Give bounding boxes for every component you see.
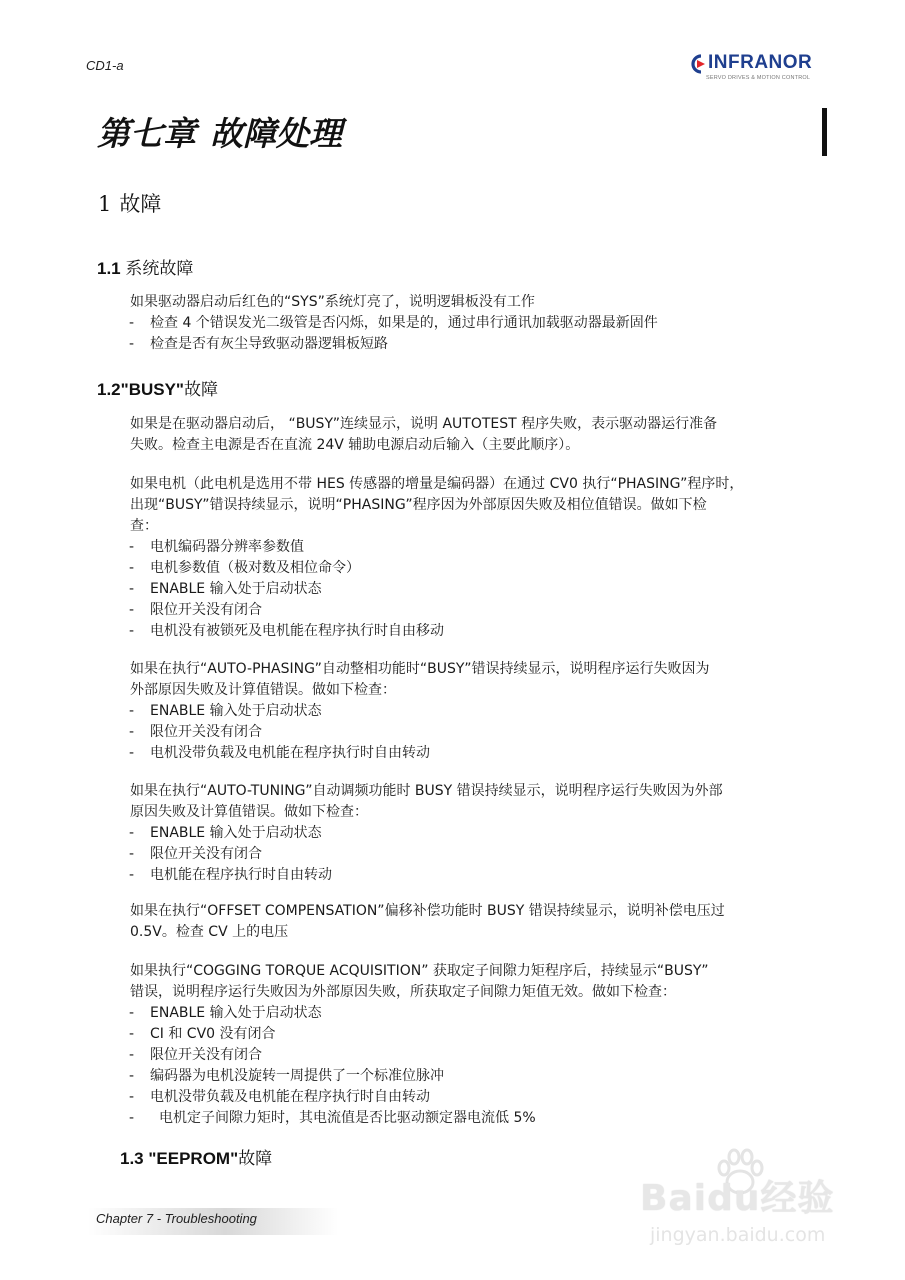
baidu-watermark: [640, 1148, 870, 1268]
bullet-item: [129, 579, 829, 600]
bullet-dash: -: [129, 623, 135, 639]
section-1-title: 故障: [119, 192, 162, 216]
bullet-dash: -: [129, 336, 135, 352]
bullet-item: [129, 621, 829, 642]
bullet-dash: -: [129, 1005, 135, 1021]
logo-tagline: SERVO DRIVES & MOTION CONTROL: [706, 75, 811, 81]
side-marker-bar: [822, 108, 827, 156]
bullet-text: 电机没带负载及电机能在程序执行时自由转动: [150, 1089, 430, 1105]
bullet-item: [129, 722, 829, 743]
bullet-item: [129, 865, 829, 886]
bullet-item: [129, 600, 829, 621]
bullet-item: [129, 1045, 829, 1066]
paragraph-line: 如果执行“COGGING TORQUE ACQUISITION” 获取定子间隙力矩程序后，持续显示“BUSY”: [130, 963, 709, 979]
paragraph-line: 0.5V。检查 CV 上的电压: [130, 924, 289, 940]
section-1-3-title: 故障: [238, 1149, 273, 1169]
section-1-heading: [98, 188, 161, 218]
paragraph-line: 原因失败及计算值错误。做如下检查：: [130, 804, 368, 820]
bullet-text: ENABLE 输入处于启动状态: [150, 825, 322, 841]
bullet-text: 电机编码器分辨率参数值: [150, 539, 304, 555]
paragraph-line: 如果在执行“OFFSET COMPENSATION”偏移补偿功能时 BUSY 错误持续显示，说明补偿电压过: [130, 903, 725, 919]
bullet-text: 检查 4 个错误发光二级管是否闪烁，如果是的，通过串行通讯加载驱动器最新固件: [150, 315, 658, 331]
bullet-dash: -: [129, 1068, 135, 1084]
paragraph-line: 如果在执行“AUTO-TUNING”自动调频功能时 BUSY 错误持续显示，说明程序运行失败因为外部: [130, 783, 723, 799]
bullet-dash: -: [129, 560, 135, 576]
bullet-item: [129, 823, 829, 844]
section-1-3-number: 1.3 "EEPROM": [120, 1149, 239, 1168]
bullet-item: [129, 334, 829, 355]
bullet-dash: -: [129, 602, 135, 618]
chapter-number: 第七章: [97, 114, 196, 153]
bullet-item: [129, 313, 829, 334]
bullet-text: 电机能在程序执行时自由转动: [150, 867, 332, 883]
paragraph-line: 错误，说明程序运行失败因为外部原因失败，所获取定子间隙力矩值无效。做如下检查：: [130, 984, 676, 1000]
bullet-text: 检查是否有灰尘导致驱动器逻辑板短路: [150, 336, 388, 352]
bullet-text: 编码器为电机没旋转一周提供了一个标准位脉冲: [150, 1068, 444, 1084]
bullet-item: [129, 1024, 829, 1045]
bullet-item: [129, 1066, 829, 1087]
bullet-dash: -: [129, 315, 135, 331]
bullet-text: 电机定子间隙力矩时，其电流值是否比驱动额定器电流低 5%: [159, 1110, 536, 1126]
bullet-dash: -: [129, 539, 135, 555]
infranor-logo: [686, 52, 826, 86]
document-code: CD1-a: [86, 58, 124, 73]
bullet-item: [129, 743, 829, 764]
section-1-3-heading: [120, 1144, 272, 1169]
bullet-text: 电机没带负载及电机能在程序执行时自由转动: [150, 745, 430, 761]
bullet-text: ENABLE 输入处于启动状态: [150, 581, 322, 597]
paragraph-line: 查：: [130, 518, 158, 534]
bullet-dash: -: [129, 1110, 135, 1126]
footer-chapter-label: Chapter 7 - Troubleshooting: [96, 1211, 257, 1226]
section-1-1-number: 1.1: [97, 259, 121, 278]
bullet-dash: -: [129, 745, 135, 761]
paragraph-line: 出现“BUSY”错误持续显示，说明“PHASING”程序因为外部原因失败及相位值错误。做如下检: [130, 497, 707, 513]
bullet-item: [129, 701, 829, 722]
section-1-1-heading: [97, 254, 193, 279]
section-1-1-title: 系统故障: [125, 259, 194, 279]
bullet-text: 电机参数值（极对数及相位命令）: [150, 560, 360, 576]
section-1-number: 1: [98, 192, 112, 216]
bullet-dash: -: [129, 825, 135, 841]
watermark-brand: Baidu经验: [640, 1178, 835, 1219]
bullet-dash: -: [129, 724, 135, 740]
bullet-item: [129, 537, 829, 558]
bullet-text: 限位开关没有闭合: [150, 846, 262, 862]
bullet-dash: -: [129, 846, 135, 862]
paragraph-line: 外部原因失败及计算值错误。做如下检查：: [130, 682, 396, 698]
bullet-item: [129, 1003, 829, 1024]
logo-wordmark: INFRANOR: [708, 52, 813, 73]
bullet-dash: -: [129, 1026, 135, 1042]
bullet-item: [129, 558, 829, 579]
bullet-dash: -: [129, 867, 135, 883]
paragraph-line: 失败。检查主电源是否在直流 24V 辅助电源启动后输入（主要此顺序）。: [130, 437, 580, 453]
bullet-text: 限位开关没有闭合: [150, 724, 262, 740]
bullet-text: CI 和 CV0 没有闭合: [150, 1026, 276, 1042]
bullet-item: [129, 844, 829, 865]
paragraph-line: 如果在执行“AUTO-PHASING”自动整相功能时“BUSY”错误持续显示，说明程序运行失败因为: [130, 661, 710, 677]
bullet-text: ENABLE 输入处于启动状态: [150, 1005, 322, 1021]
watermark-url: jingyan.baidu.com: [650, 1224, 826, 1246]
bullet-text: 电机没有被锁死及电机能在程序执行时自由移动: [150, 623, 444, 639]
logo-mark-icon: [686, 52, 710, 76]
chapter-name: 故障处理: [210, 114, 342, 153]
bullet-text: 限位开关没有闭合: [150, 602, 262, 618]
bullet-text: ENABLE 输入处于启动状态: [150, 703, 322, 719]
bullet-dash: -: [129, 703, 135, 719]
bullet-dash: -: [129, 1089, 135, 1105]
bullet-dash: -: [129, 1047, 135, 1063]
section-1-2-heading: [97, 375, 218, 400]
chapter-title: [97, 108, 342, 155]
bullet-item: [129, 1108, 829, 1129]
paragraph-line: 如果驱动器启动后红色的“SYS”系统灯亮了，说明逻辑板没有工作: [130, 294, 535, 310]
paragraph-line: 如果是在驱动器启动后， “BUSY”连续显示，说明 AUTOTEST 程序失败，表示驱动器运行准备: [130, 416, 718, 432]
section-1-2-title: 故障: [183, 380, 218, 400]
paragraph-line: 如果电机（此电机是选用不带 HES 传感器的增量是编码器）在通过 CV0 执行“PHASING”程序时，: [130, 476, 744, 492]
bullet-text: 限位开关没有闭合: [150, 1047, 262, 1063]
bullet-item: [129, 1087, 829, 1108]
bullet-dash: -: [129, 581, 135, 597]
section-1-2-number: 1.2"BUSY": [97, 380, 184, 399]
